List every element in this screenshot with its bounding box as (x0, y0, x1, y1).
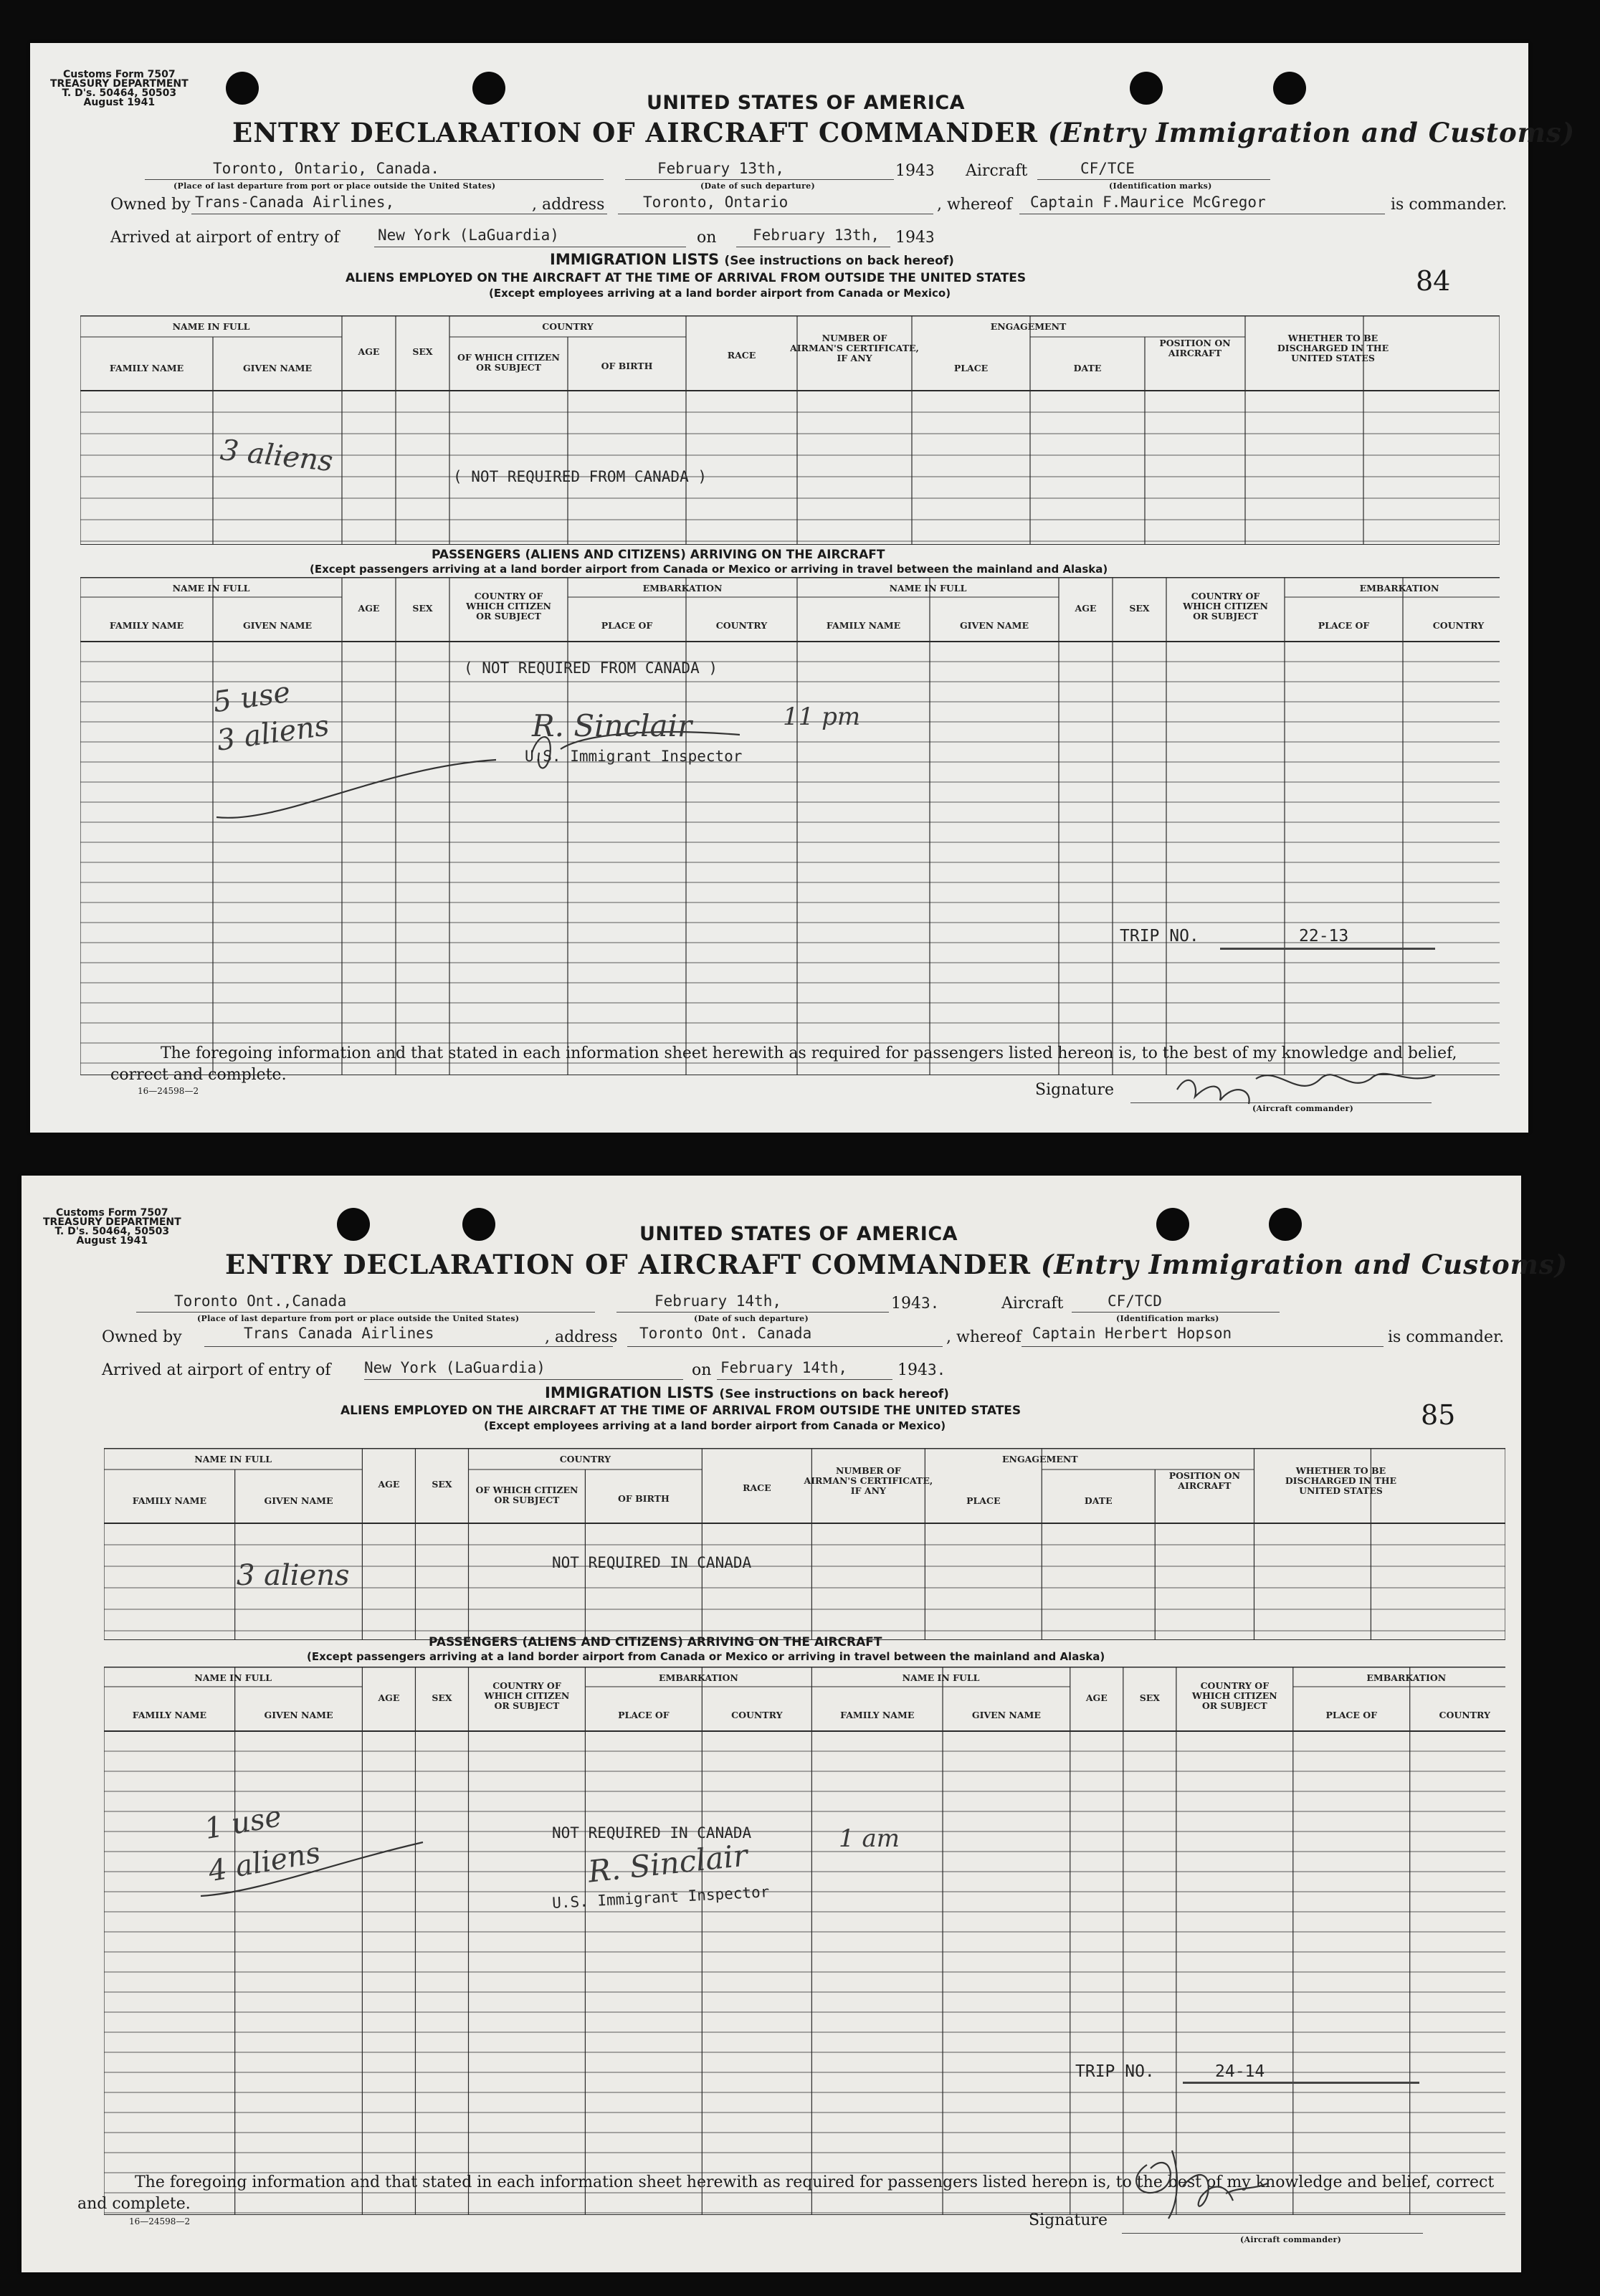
col-header-sex: SEX (412, 346, 433, 357)
inspector-time: 1 am (839, 1824, 900, 1853)
col-header-certificate: NUMBER OF AIRMAN'S CERTIFICATE, IF ANY (804, 1465, 933, 1496)
aircraft-label: Aircraft (966, 162, 1028, 180)
col-header-embarkation: EMBARKATION (658, 1672, 738, 1683)
arrival-year: 1943 (895, 229, 935, 247)
col-header-place-of: PLACE OF (1318, 620, 1370, 631)
trip-number: 22-13 (1299, 927, 1349, 945)
declaration-sheet-1 (30, 43, 1576, 1133)
col-header-certificate: NUMBER OF AIRMAN'S CERTIFICATE, IF ANY (790, 333, 919, 363)
aliens-heading: ALIENS EMPLOYED ON THE AIRCRAFT AT THE TIME OF ARRIVAL FROM OUTSIDE THE UNITED STATES (346, 271, 1027, 285)
aircraft-marks: CF/TCE (1080, 160, 1135, 177)
punch-hole (1130, 72, 1163, 105)
trip-label: TRIP NO. (1120, 927, 1199, 945)
is-commander-label: is commander. (1388, 1328, 1505, 1346)
punch-hole (337, 1208, 370, 1241)
form-identifier: Customs Form 7507 TREASURY DEPARTMENT T. D's. 50464, 50503 August 1941 (43, 1207, 181, 1247)
col-header-country-citizen: COUNTRY OF WHICH CITIZEN OR SUBJECT (466, 591, 551, 621)
passengers-handwritten-1: 5 use (211, 675, 292, 720)
col-header-country: COUNTRY (1439, 1710, 1490, 1720)
inspector-label: U.S. Immigrant Inspector (525, 748, 743, 765)
aircraft-marks: CF/TCD (1108, 1292, 1162, 1310)
address-label: , address (532, 196, 605, 214)
aliens-typed-note: NOT REQUIRED IN CANADA (552, 1554, 752, 1571)
passengers-handwritten-1: 1 use (201, 1799, 285, 1847)
handwritten-strokes (186, 1821, 444, 1907)
col-header-country-citizen: COUNTRY OF WHICH CITIZEN OR SUBJECT (1191, 1680, 1277, 1711)
col-header-embarkation: EMBARKATION (1359, 583, 1439, 594)
year-field: 1943. (891, 1295, 940, 1313)
signature-caption: (Aircraft commander) (1240, 2235, 1342, 2244)
col-header-race: RACE (727, 350, 756, 361)
address: Toronto, Ontario (643, 194, 789, 211)
address-label: , address (545, 1328, 618, 1346)
col-header-family-name: FAMILY NAME (826, 620, 901, 631)
form-title: ENTRY DECLARATION OF AIRCRAFT COMMANDER (Entry Immigration and Customs) (225, 1249, 1568, 1280)
col-header-embarkation: EMBARKATION (1366, 1672, 1447, 1683)
aliens-table (104, 1448, 1505, 1640)
signature-label: Signature (1035, 1081, 1115, 1099)
owner: Trans-Canada Airlines, (195, 194, 395, 211)
col-header-country-citizen: COUNTRY OF WHICH CITIZEN OR SUBJECT (1183, 591, 1268, 621)
col-header-position: POSITION ON AIRCRAFT (1168, 1470, 1241, 1491)
aliens-typed-note: ( NOT REQUIRED FROM CANADA ) (453, 468, 708, 485)
passengers-heading: PASSENGERS (ALIENS AND CITIZENS) ARRIVING ON THE AIRCRAFT (429, 1635, 882, 1649)
declaration-text: The foregoing information and that stated in each information sheet herewith as required for passengers listed hereon is, to the best of my knowledge and belief, correct and complete. (110, 1044, 1457, 1084)
col-header-name-in-full: NAME IN FULL (194, 1672, 272, 1683)
aliens-subheading: (Except employees arriving at a land border airport from Canada or Mexico) (484, 1419, 946, 1432)
col-header-given-name: GIVEN NAME (264, 1495, 333, 1506)
col-header-age: AGE (378, 1692, 400, 1703)
col-header-family-name: FAMILY NAME (840, 1710, 915, 1720)
departure-place: Toronto, Ontario, Canada. (213, 160, 440, 177)
col-header-given-name: GIVEN NAME (242, 363, 313, 373)
aircraft-marks-caption: (Identification marks) (1109, 181, 1212, 191)
passengers-handwritten-2: 3 aliens (214, 709, 331, 758)
inspector-label: U.S. Immigrant Inspector (551, 1883, 770, 1912)
col-header-country: COUNTRY (542, 321, 594, 332)
col-header-place-of: PLACE OF (1325, 1710, 1377, 1720)
col-header-name-in-full: NAME IN FULL (889, 583, 967, 594)
arrival-airport: New York (LaGuardia) (364, 1359, 546, 1376)
arrival-year: 1943. (897, 1361, 946, 1379)
col-header-place: PLACE (953, 363, 989, 373)
signature-label: Signature (1029, 2211, 1108, 2229)
col-header-family-name: FAMILY NAME (132, 1495, 206, 1506)
col-header-date: DATE (1084, 1495, 1113, 1506)
owner: Trans Canada Airlines (244, 1325, 434, 1342)
col-header-sex: SEX (432, 1479, 452, 1490)
aliens-heading: ALIENS EMPLOYED ON THE AIRCRAFT AT THE TIME OF ARRIVAL FROM OUTSIDE THE UNITED STATES (341, 1404, 1022, 1418)
immigration-lists-title: IMMIGRATION LISTS (See instructions on back hereof) (545, 1384, 949, 1401)
aircraft-marks-caption: (Identification marks) (1116, 1314, 1219, 1323)
departure-date-caption: (Date of such departure) (700, 181, 815, 191)
passengers-typed-note: ( NOT REQUIRED FROM CANADA ) (464, 659, 718, 677)
punch-hole (226, 72, 259, 105)
form-title: ENTRY DECLARATION OF AIRCRAFT COMMANDER (Entry Immigration and Customs) (232, 117, 1576, 148)
whereof-label: , whereof (937, 196, 1012, 214)
col-header-given-name: GIVEN NAME (264, 1710, 333, 1720)
commander: Captain Herbert Hopson (1032, 1325, 1232, 1342)
aliens-table (80, 315, 1500, 545)
departure-date-caption: (Date of such departure) (694, 1314, 809, 1323)
owned-by-label: Owned by (102, 1328, 182, 1346)
col-header-age: AGE (378, 1479, 400, 1490)
col-header-given-name: GIVEN NAME (971, 1710, 1041, 1720)
address: Toronto Ont. Canada (639, 1325, 812, 1342)
declaration-text: The foregoing information and that stated in each information sheet herewith as required for passengers listed hereon is, to the best of my knowledge and belief, correct and complete. (77, 2173, 1495, 2213)
on-label: on (697, 229, 717, 247)
immigration-lists-title: IMMIGRATION LISTS (See instructions on back hereof) (550, 251, 954, 268)
col-header-given-name: GIVEN NAME (959, 620, 1029, 631)
aircraft-label: Aircraft (1001, 1295, 1064, 1313)
col-header-embarkation: EMBARKATION (642, 583, 723, 594)
country-heading: UNITED STATES OF AMERICA (647, 92, 966, 114)
punch-hole (1156, 1208, 1189, 1241)
departure-place-caption: (Place of last departure from port or place outside the United States) (173, 181, 496, 191)
page-number: 85 (1421, 1399, 1456, 1431)
inspector-time: 11 pm (783, 702, 861, 731)
passengers-subheading: (Except passengers arriving at a land border airport from Canada or Mexico or arriving in travel between the mainland and Alaska) (310, 563, 1108, 576)
passengers-heading: PASSENGERS (ALIENS AND CITIZENS) ARRIVING ON THE AIRCRAFT (432, 548, 885, 562)
col-header-place: PLACE (966, 1495, 1001, 1506)
form-code: 16—24598—2 (138, 1086, 199, 1096)
col-header-engagement: ENGAGEMENT (990, 321, 1067, 332)
departure-place: Toronto Ont.,Canada (174, 1292, 347, 1310)
col-header-country: COUNTRY (559, 1454, 611, 1464)
trip-label: TRIP NO. (1075, 2062, 1155, 2081)
form-identifier: Customs Form 7507 TREASURY DEPARTMENT T. D's. 50464, 50503 August 1941 (50, 69, 189, 108)
declaration-sheet-2 (22, 1176, 1568, 2272)
departure-date: February 13th, (657, 160, 785, 177)
col-header-name-in-full: NAME IN FULL (194, 1454, 272, 1464)
passengers-handwritten-2: 4 aliens (206, 1836, 323, 1889)
arrival-airport: New York (LaGuardia) (378, 227, 559, 244)
col-header-discharged: WHETHER TO BE DISCHARGED IN THE UNITED STATES (1277, 333, 1389, 363)
owned-by-label: Owned by (110, 196, 191, 214)
year-field: 1943 (895, 162, 935, 180)
col-header-race: RACE (743, 1482, 771, 1493)
aliens-handwritten-count: 3 aliens (237, 1559, 350, 1592)
col-header-family-name: FAMILY NAME (109, 620, 184, 631)
col-header-sex: SEX (1139, 1692, 1160, 1703)
col-header-country: COUNTRY (1432, 620, 1485, 631)
commander-signature (1118, 2136, 1305, 2237)
inspector-signature: R. Sinclair (586, 1837, 750, 1890)
signature-caption: (Aircraft commander) (1252, 1104, 1354, 1113)
arrived-label: Arrived at airport of entry of (110, 229, 340, 247)
col-header-engagement: ENGAGEMENT (1001, 1454, 1078, 1464)
col-header-age: AGE (1075, 603, 1097, 614)
is-commander-label: is commander. (1391, 196, 1508, 214)
col-header-given-name: GIVEN NAME (242, 620, 313, 631)
arrival-date: February 14th, (720, 1359, 848, 1376)
col-header-family-name: FAMILY NAME (109, 363, 184, 373)
col-header-date: DATE (1073, 363, 1102, 373)
col-header-of-birth: OF BIRTH (617, 1493, 670, 1504)
col-header-sex: SEX (432, 1692, 452, 1703)
col-header-age: AGE (358, 603, 380, 614)
page-number: 84 (1416, 265, 1451, 297)
col-header-age: AGE (1085, 1692, 1108, 1703)
punch-hole (1273, 72, 1306, 105)
commander: Captain F.Maurice McGregor (1030, 194, 1266, 211)
col-header-name-in-full: NAME IN FULL (172, 583, 250, 594)
col-header-country: COUNTRY (715, 620, 768, 631)
col-header-sex: SEX (412, 603, 433, 614)
col-header-citizen-of: OF WHICH CITIZEN OR SUBJECT (475, 1485, 578, 1505)
departure-place-caption: (Place of last departure from port or place outside the United States) (197, 1314, 520, 1323)
trip-number: 24-14 (1215, 2062, 1265, 2081)
col-header-country: COUNTRY (731, 1710, 783, 1720)
punch-hole (472, 72, 505, 105)
passengers-typed-note: NOT REQUIRED IN CANADA (552, 1824, 752, 1842)
aliens-subheading: (Except employees arriving at a land border airport from Canada or Mexico) (489, 287, 951, 300)
on-label: on (692, 1361, 712, 1379)
departure-date: February 14th, (654, 1292, 782, 1310)
passengers-table (104, 1667, 1505, 2215)
col-header-citizen-of: OF WHICH CITIZEN OR SUBJECT (457, 352, 560, 373)
arrival-date: February 13th, (753, 227, 880, 244)
col-header-age: AGE (358, 346, 380, 357)
col-header-family-name: FAMILY NAME (132, 1710, 206, 1720)
whereof-label: , whereof (946, 1328, 1022, 1346)
country-heading: UNITED STATES OF AMERICA (639, 1223, 958, 1245)
col-header-discharged: WHETHER TO BE DISCHARGED IN THE UNITED STATES (1285, 1465, 1397, 1496)
col-header-place-of: PLACE OF (601, 620, 653, 631)
arrived-label: Arrived at airport of entry of (102, 1361, 331, 1379)
col-header-of-birth: OF BIRTH (601, 361, 653, 371)
aliens-handwritten-count: 3 aliens (219, 433, 335, 479)
inspector-signature: R. Sinclair (532, 708, 692, 743)
col-header-place-of: PLACE OF (618, 1710, 670, 1720)
passengers-subheading: (Except passengers arriving at a land border airport from Canada or Mexico or arriving in travel between the mainland and Alaska) (307, 1650, 1105, 1663)
col-header-position: POSITION ON AIRCRAFT (1159, 338, 1231, 358)
form-code: 16—24598—2 (129, 2216, 191, 2226)
col-header-name-in-full: NAME IN FULL (172, 321, 250, 332)
col-header-country-citizen: COUNTRY OF WHICH CITIZEN OR SUBJECT (484, 1680, 570, 1711)
col-header-name-in-full: NAME IN FULL (902, 1672, 980, 1683)
col-header-sex: SEX (1129, 603, 1150, 614)
punch-hole (1269, 1208, 1302, 1241)
punch-hole (462, 1208, 495, 1241)
